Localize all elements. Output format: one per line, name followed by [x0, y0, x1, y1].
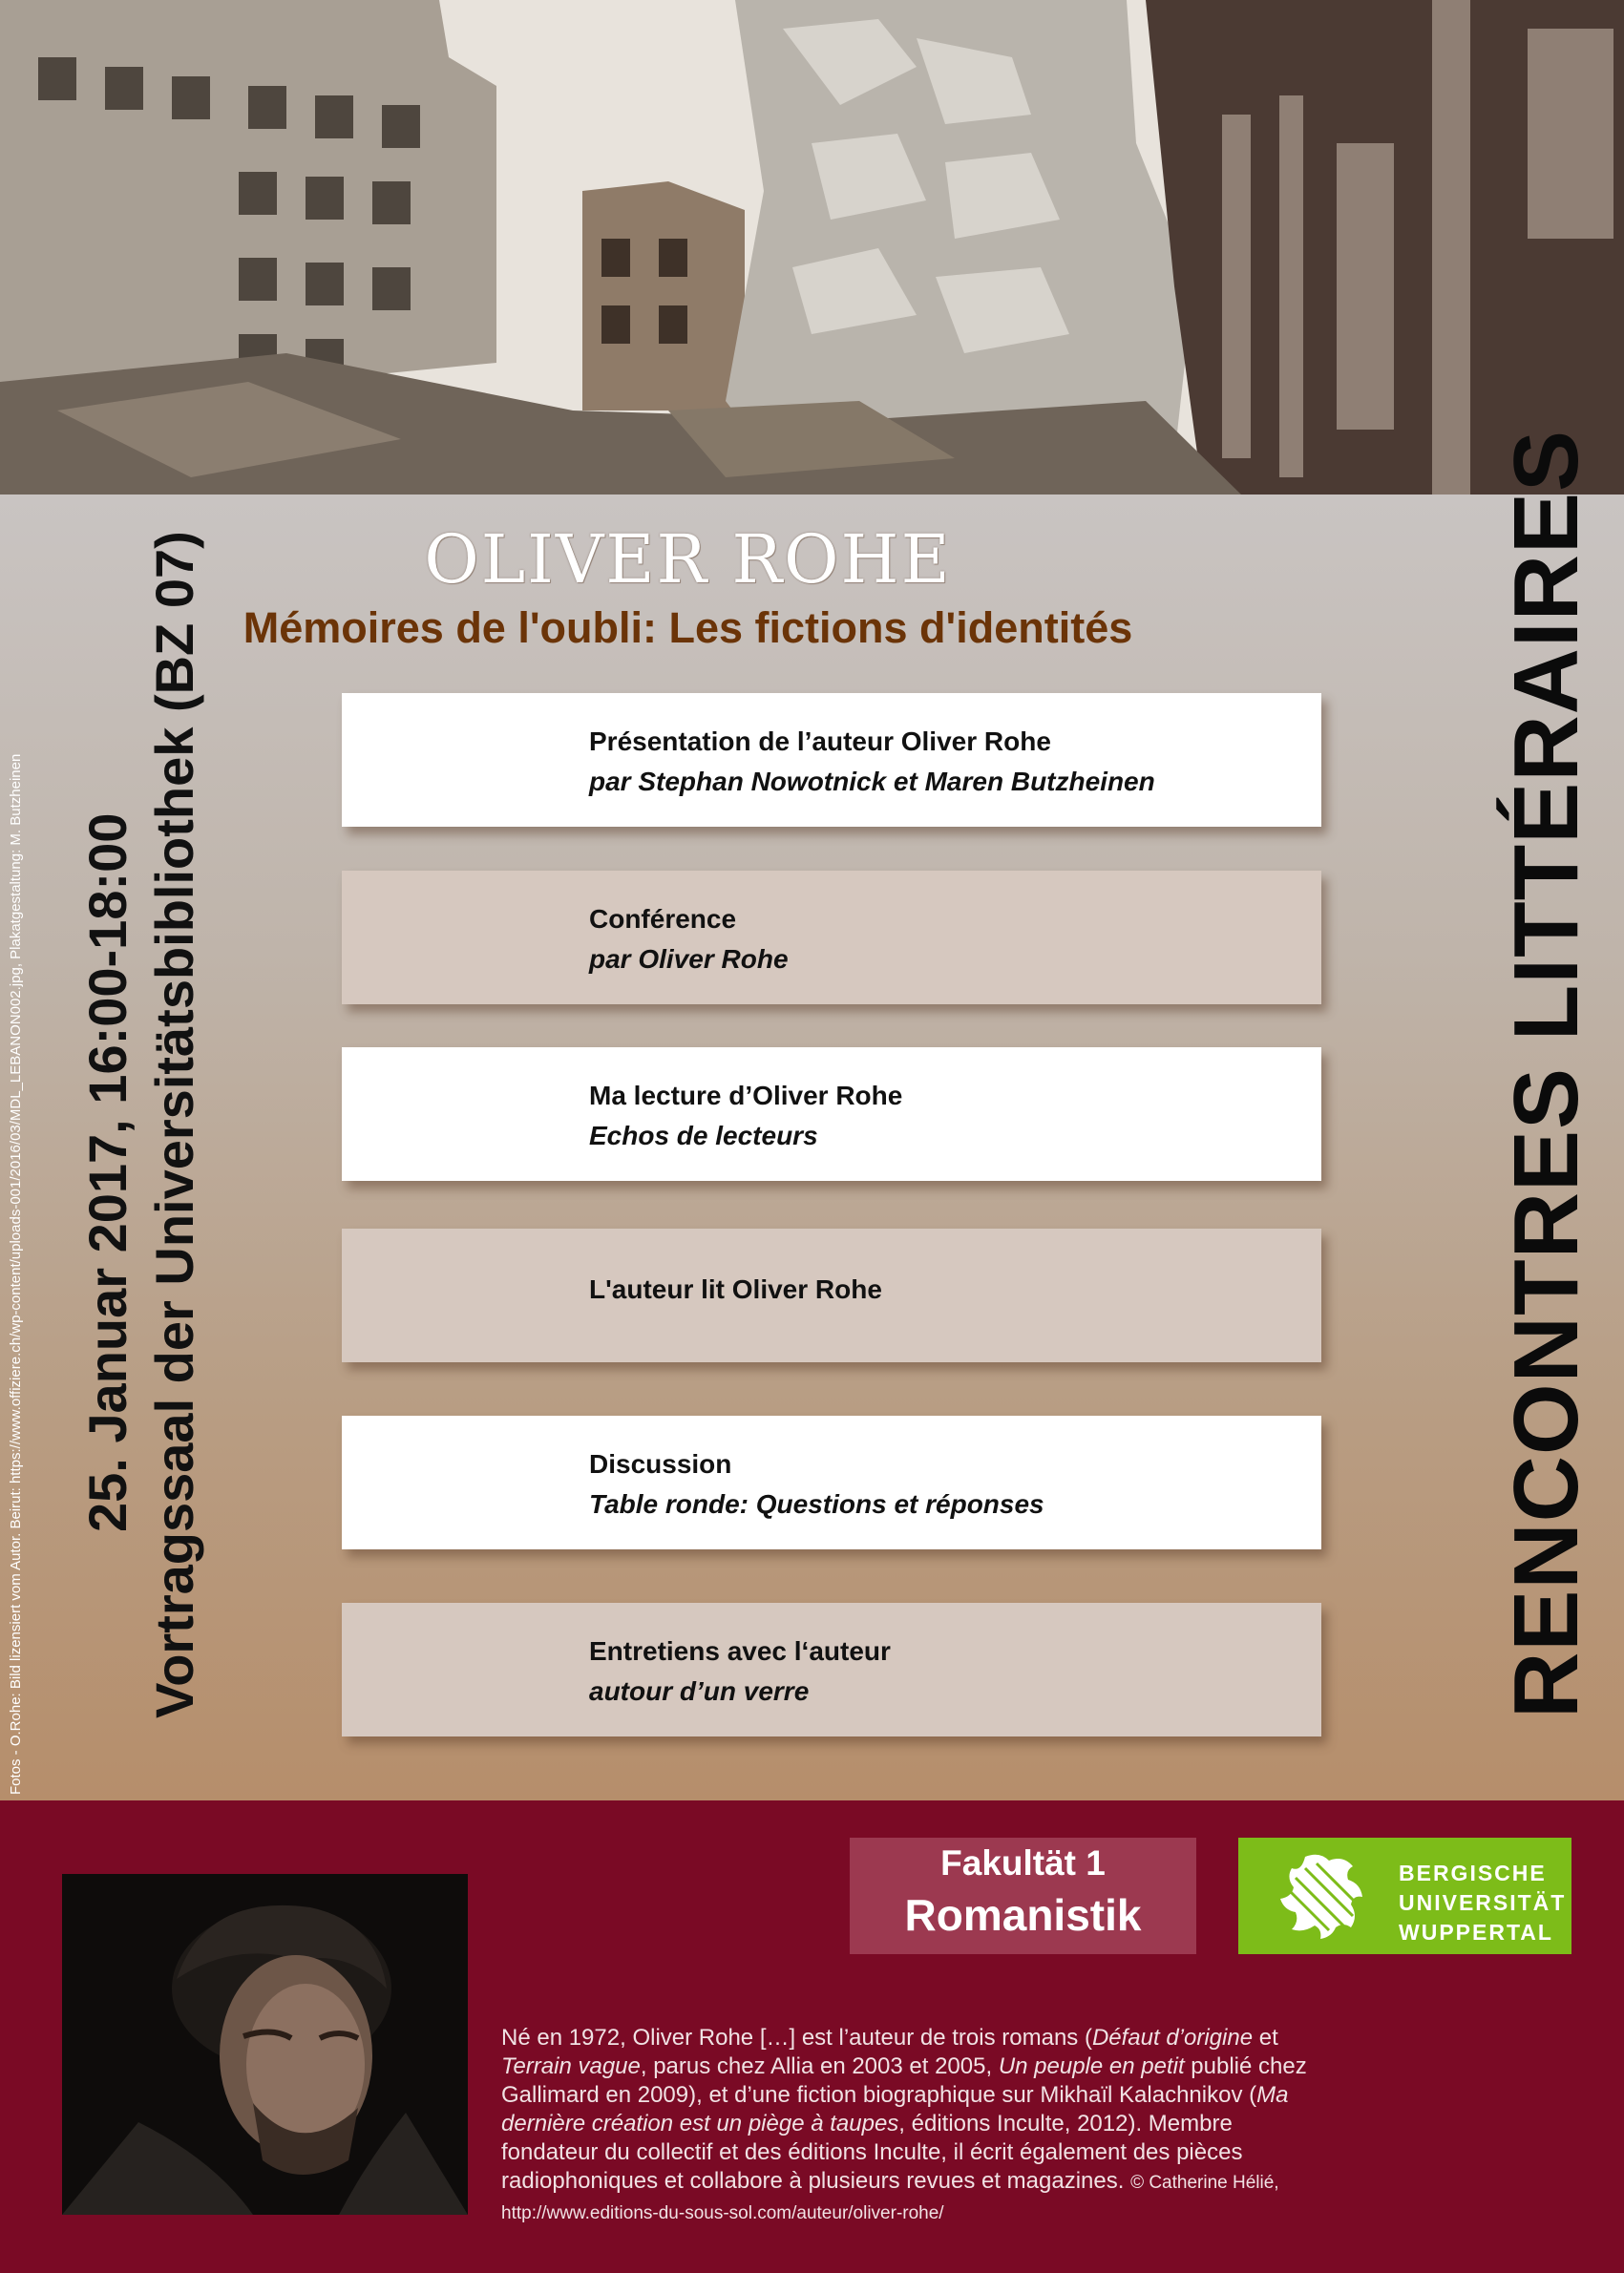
program-item-detail: par Stephan Nowotnick et Maren Butzheinen — [589, 767, 1155, 796]
event-venue: Vortragssaal der Universitätsbibliothek (BZ 07) — [144, 531, 204, 1718]
event-subtitle: Mémoires de l'oubli: Les fictions d'identités — [243, 603, 1133, 652]
program-item-detail: Echos de lecteurs — [589, 1121, 818, 1150]
series-title: RENCONTRES LITTÉRAIRES — [1495, 429, 1597, 1718]
faculty-box — [850, 1838, 1196, 1954]
faculty-name: Romanistik — [904, 1890, 1142, 1940]
program-item-title: Présentation de l’auteur Oliver Rohe — [589, 726, 1051, 756]
program-item-title: Ma lecture d’Oliver Rohe — [589, 1081, 903, 1110]
program-item-title: Conférence — [589, 904, 737, 934]
program-item-detail: par Oliver Rohe — [589, 944, 789, 974]
event-date: 25. Januar 2017, 16:00-18:00 — [77, 812, 137, 1532]
university-logo — [1238, 1838, 1571, 1954]
program-item — [342, 1229, 1321, 1362]
author-name: OLIVER ROHE — [424, 520, 952, 599]
university-name-line: UNIVERSITÄT — [1399, 1890, 1567, 1915]
lion-emblem-icon — [1276, 1849, 1372, 1945]
program-item-title: Entretiens avec l‘auteur — [589, 1636, 891, 1666]
program-item — [342, 1416, 1321, 1549]
program-item-detail: Table ronde: Questions et réponses — [589, 1489, 1044, 1519]
university-name-line: WUPPERTAL — [1399, 1920, 1553, 1945]
program-item — [342, 871, 1321, 1004]
faculty-number: Fakultät 1 — [940, 1843, 1106, 1883]
program-item — [342, 693, 1321, 827]
portrait-credit: © Catherine Hélié, http://www.editions-du-sous-sol.com/auteur/oliver-rohe/ — [501, 2173, 1279, 2223]
program-item-title: L'auteur lit Oliver Rohe — [589, 1274, 882, 1304]
program-item — [342, 1047, 1321, 1181]
header-photo-ruins — [0, 0, 1624, 495]
photo-credits: Fotos - O.Rohe: Bild lizensiert vom Autor. Beirut: https://www.offiziere.ch/wp-content/uploads-001/2016/03/MDL_LEBANON002.jpg, Plakatgestaltung: M. Butzheinen — [8, 753, 24, 1795]
program-item-title: Discussion — [589, 1449, 732, 1479]
author-portrait — [62, 1874, 468, 2215]
university-name-line: BERGISCHE — [1399, 1861, 1547, 1885]
author-bio: Né en 1972, Oliver Rohe […] est l’auteur de trois romans (Défaut d’origine et Terrain vague, parus chez Allia en 2003 et 2005, Un peuple en petit publié chez Gallimard en 2009), et d’une fiction biographique sur Mikhaïl Kalachnikov (Ma dernière création est un piège à taupes, éditions Inculte, 2012). Membre fondateur du collectif et des éditions Inculte, il écrit également des pièces radiophoniques et collabore à plusieurs revues et magazines. © Catherine Hélié, http://www.editions-du-sous-sol.com/auteur/oliver-rohe/ — [501, 2025, 1307, 2223]
program-item-detail: autour d’un verre — [589, 1676, 810, 1706]
program-item — [342, 1603, 1321, 1736]
